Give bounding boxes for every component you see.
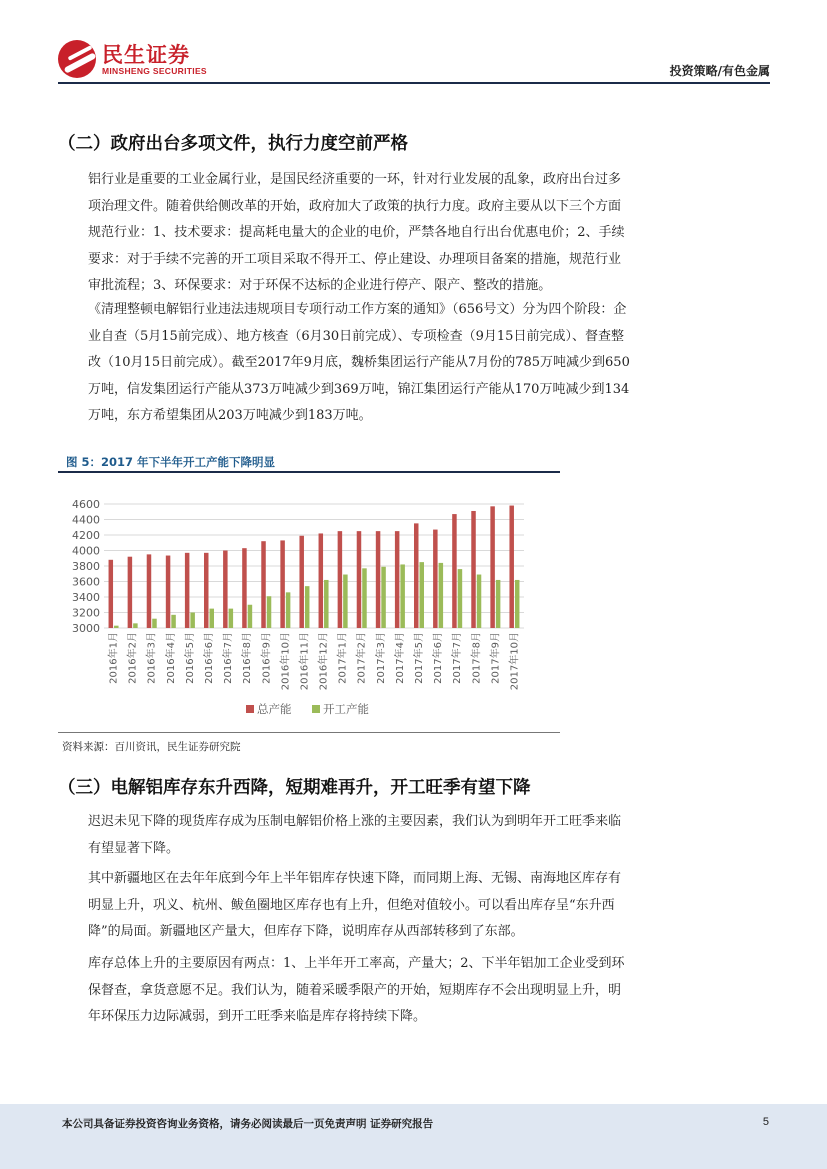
section-3-paragraph-1: 迟迟未见下降的现货库存成为压制电解铝价格上涨的主要因素，我们认为到明年开工旺季来临有望显著下降。 <box>88 814 622 856</box>
bar-total-capacity <box>185 553 190 628</box>
bar-total-capacity <box>109 560 114 628</box>
bar-total-capacity <box>376 531 381 628</box>
logo-en-text: MINSHENG SECURITIES <box>102 66 207 76</box>
bar-operating-capacity <box>343 575 348 628</box>
bar-total-capacity <box>433 530 438 628</box>
bar-operating-capacity <box>305 586 310 628</box>
x-tick-label: 2016年1月 <box>108 632 120 684</box>
bar-total-capacity <box>509 506 514 628</box>
y-tick-label: 3600 <box>72 575 100 589</box>
figure-bottom-divider <box>58 732 560 733</box>
bar-operating-capacity <box>362 568 367 628</box>
bar-operating-capacity <box>267 596 272 628</box>
x-tick-label: 2016年9月 <box>261 632 273 684</box>
x-tick-label: 2017年10月 <box>509 632 521 691</box>
x-tick-label: 2016年11月 <box>299 632 311 691</box>
header-divider <box>58 82 770 84</box>
bar-total-capacity <box>490 506 495 628</box>
x-tick-label: 2017年3月 <box>375 632 387 684</box>
figure-top-divider <box>58 471 560 473</box>
bar-operating-capacity <box>400 564 405 628</box>
capacity-bar-chart <box>58 480 560 730</box>
x-tick-label: 2017年1月 <box>337 632 349 684</box>
footer-disclaimer: 本公司具备证券投资咨询业务资格，请务必阅读最后一页免责声明 证券研究报告 <box>62 1118 434 1130</box>
bar-operating-capacity <box>152 619 157 628</box>
section-3-paragraph-2: 其中新疆地区在去年年底到今年上半年铝库存快速下降，而同期上海、无锡、南海地区库存有明显上升，巩义、杭州、鲅鱼圈地区库存也有上升，但绝对值较小。可以看出库存呈“东升西降”的局面。新疆地区产量大，但库存下降，说明库存从西部转移到了东部。 <box>88 871 622 939</box>
y-tick-label: 4200 <box>72 529 100 542</box>
x-tick-label: 2016年2月 <box>127 632 139 684</box>
bar-total-capacity <box>280 540 285 628</box>
section-2-paragraph-1: 铝行业是重要的工业金属行业，是国民经济重要的一环，针对行业发展的乱象，政府出台过多项治理文件。随着供给侧改革的开始，政府加大了政策的执行力度。政府主要从以下三个方面规范行业：1、技术要求：提高耗电量大的企业的电价，严禁各地自行出台优惠电价；2、手续要求：对于手续不完善的开工项目采取不得开工、停止建设、办理项目备案的措施，规范行业审批流程；3、环保要求：对于环保不达标的企业进行停产、限产、整改的措施。 <box>88 172 625 293</box>
page-header <box>58 38 770 82</box>
x-tick-label: 2016年4月 <box>165 632 177 684</box>
x-tick-label: 2017年9月 <box>490 632 502 684</box>
legend-swatch <box>246 705 254 713</box>
page-number: 5 <box>762 1116 769 1128</box>
bar-total-capacity <box>319 533 324 628</box>
bar-total-capacity <box>128 557 132 628</box>
bar-total-capacity <box>261 541 266 628</box>
bar-operating-capacity <box>381 567 386 628</box>
bar-operating-capacity <box>248 605 253 628</box>
page-footer <box>0 1104 827 1169</box>
bar-operating-capacity <box>210 609 215 628</box>
bar-operating-capacity <box>515 580 520 628</box>
bar-total-capacity <box>395 531 400 628</box>
y-tick-label: 3200 <box>72 606 100 620</box>
bar-operating-capacity <box>190 613 195 629</box>
x-tick-label: 2016年3月 <box>146 632 158 684</box>
y-tick-label: 3800 <box>72 560 100 573</box>
bar-total-capacity <box>223 551 228 629</box>
bar-total-capacity <box>299 536 304 628</box>
y-tick-label: 3000 <box>72 622 100 635</box>
bar-total-capacity <box>147 554 152 628</box>
legend-swatch <box>312 705 320 713</box>
company-logo <box>58 38 218 80</box>
bar-total-capacity <box>357 531 362 628</box>
bar-total-capacity <box>471 511 476 628</box>
bar-operating-capacity <box>458 569 463 628</box>
x-tick-label: 2017年6月 <box>433 632 445 684</box>
bar-total-capacity <box>452 514 457 628</box>
bar-total-capacity <box>166 556 171 628</box>
bar-total-capacity <box>338 531 343 628</box>
legend-label: 总产能 <box>257 702 292 716</box>
x-tick-label: 2017年4月 <box>394 632 406 684</box>
bar-operating-capacity <box>477 575 482 628</box>
x-tick-label: 2016年12月 <box>318 632 330 691</box>
bar-operating-capacity <box>229 609 234 628</box>
logo-cn-text: 民生证券 <box>102 43 190 67</box>
section-2-title: （二）政府出台多项文件，执行力度空前严格 <box>58 134 408 154</box>
bar-total-capacity <box>414 523 419 628</box>
bar-total-capacity <box>204 553 209 628</box>
y-tick-label: 4400 <box>72 513 100 527</box>
bar-operating-capacity <box>496 580 501 628</box>
bar-operating-capacity <box>420 562 425 628</box>
bar-operating-capacity <box>171 615 176 628</box>
x-tick-label: 2017年2月 <box>356 632 368 684</box>
x-tick-label: 2016年8月 <box>242 632 254 684</box>
figure-source: 资料来源：百川资讯，民生证券研究院 <box>62 741 241 753</box>
legend-label: 开工产能 <box>323 702 369 716</box>
y-tick-label: 4000 <box>72 544 100 558</box>
figure-title: 图 5：2017 年下半年开工产能下降明显 <box>66 455 276 469</box>
bar-operating-capacity <box>114 626 119 628</box>
y-tick-label: 3400 <box>72 591 100 604</box>
bar-operating-capacity <box>439 563 444 628</box>
bar-operating-capacity <box>286 592 291 628</box>
x-tick-label: 2017年8月 <box>471 632 483 684</box>
x-tick-label: 2016年10月 <box>280 632 292 691</box>
bar-operating-capacity <box>324 580 329 628</box>
bar-total-capacity <box>242 548 247 628</box>
x-tick-label: 2017年5月 <box>414 632 425 684</box>
report-category: 投资策略/有色金属 <box>669 64 770 78</box>
x-tick-label: 2016年6月 <box>204 632 215 684</box>
x-tick-label: 2016年5月 <box>184 632 196 684</box>
y-tick-label: 4600 <box>72 498 100 511</box>
x-tick-label: 2017年7月 <box>452 632 464 684</box>
x-tick-label: 2016年7月 <box>223 632 235 684</box>
section-3-title: （三）电解铝库存东升西降，短期难再升，开工旺季有望下降 <box>58 778 531 798</box>
section-2-paragraph-2: 《清理整顿电解铝行业违法违规项目专项行动工作方案的通知》（656号文）分为四个阶段：企业自查（5月15前完成）、地方核查（6月30日前完成）、专项检查（9月15日前完成）、督查整改（10月15日前完成）。截至2017年9月底，魏桥集团运行产能从7月份的785万吨减少到650万吨，信发集团运行产能从373万吨减少到369万吨，锦江集团运行产能从170万吨减少到134万吨，东方希望集团从203万吨减少到183万吨。 <box>88 302 630 423</box>
logo-icon <box>58 40 96 78</box>
bar-operating-capacity <box>133 623 138 628</box>
section-3-paragraph-3: 库存总体上升的主要原因有两点：1、上半年开工率高，产量大；2、下半年铝加工企业受到环保督查，拿货意愿不足。我们认为，随着采暖季限产的开始，短期库存不会出现明显上升，明年环保压力边际减弱，到开工旺季来临是库存将持续下降。 <box>88 956 625 1024</box>
